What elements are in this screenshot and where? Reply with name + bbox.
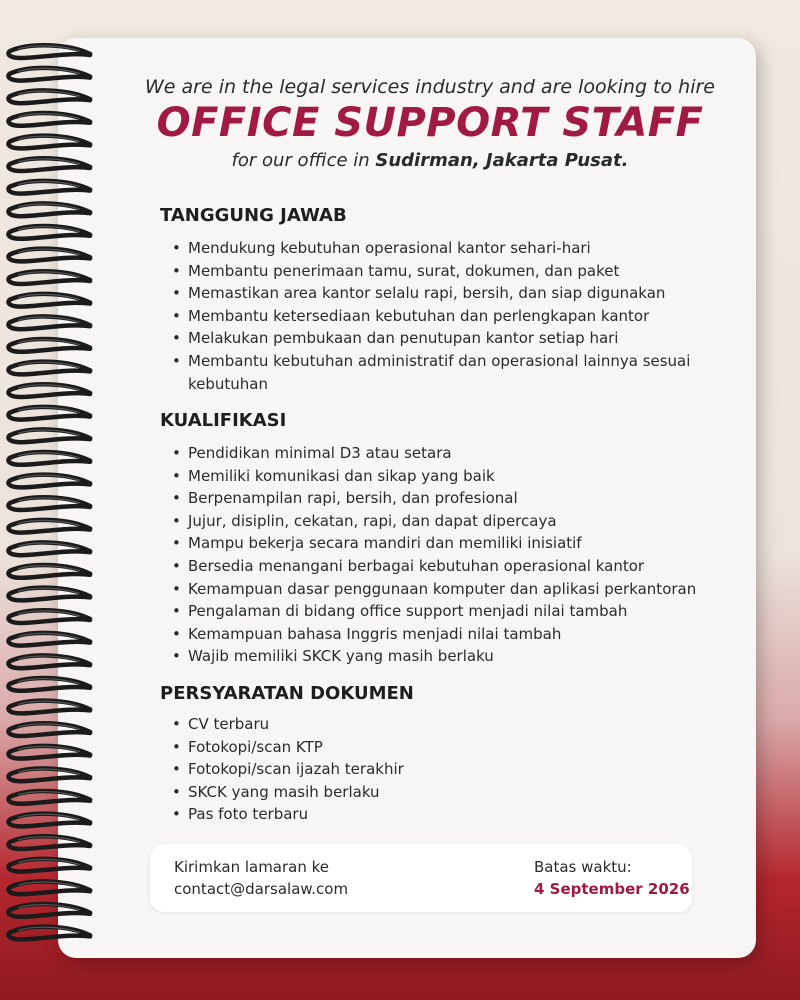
list-item: • Pengalaman di bidang office support menjadi nilai tambah [166, 600, 726, 623]
location-prefix: for our office in [231, 150, 376, 171]
list-item: • Kemampuan bahasa Inggris menjadi nilai tambah [166, 623, 726, 646]
list-item: • Mampu bekerja secara mandiri dan memiliki inisiatif [166, 532, 726, 555]
deadline-info [534, 856, 690, 900]
contact-info [174, 856, 348, 900]
list-item: • Bersedia menangani berbagai kebutuhan operasional kantor [166, 555, 726, 578]
responsibilities-list [166, 237, 726, 395]
section-title-responsibilities: TANGGUNG JAWAB [160, 205, 347, 226]
list-item: • CV terbaru [166, 713, 726, 736]
list-item: • Pas foto terbaru [166, 803, 726, 826]
qualifications-list [166, 442, 726, 668]
list-item: • Fotokopi/scan ijazah terakhir [166, 758, 726, 781]
list-item: • Melakukan pembukaan dan penutupan kantor setiap hari [166, 327, 726, 350]
send-label: Kirimkan lamaran ke [174, 858, 330, 876]
list-item: • Wajib memiliki SKCK yang masih berlaku [166, 645, 726, 668]
list-item: • Memiliki komunikasi dan sikap yang baik [166, 465, 726, 488]
list-item: • Membantu penerimaan tamu, surat, dokumen, dan paket [166, 260, 726, 283]
deadline-date: 4 September 2026 [534, 880, 690, 898]
list-item: • Fotokopi/scan KTP [166, 736, 726, 759]
intro-text: We are in the legal services industry and are looking to hire [145, 76, 715, 98]
location-line [100, 150, 760, 171]
job-title: OFFICE SUPPORT STAFF [156, 100, 704, 146]
deadline-label: Batas waktu: [534, 858, 632, 876]
list-item: • Berpenampilan rapi, bersih, dan profesional [166, 487, 726, 510]
contact-box [150, 844, 692, 912]
list-item: • Membantu ketersediaan kebutuhan dan perlengkapan kantor [166, 305, 726, 328]
documents-list [166, 713, 726, 826]
contact-email[interactable]: contact@darsalaw.com [174, 880, 349, 898]
list-item: • SKCK yang masih berlaku [166, 781, 726, 804]
section-title-qualifications: KUALIFIKASI [160, 410, 287, 431]
list-item: • Pendidikan minimal D3 atau setara [166, 442, 726, 465]
list-item: • Membantu kebutuhan administratif dan operasional lainnya sesuai kebutuhan [166, 350, 726, 395]
list-item: • Jujur, disiplin, cekatan, rapi, dan dapat dipercaya [166, 510, 726, 533]
location-name: Sudirman, Jakarta Pusat. [375, 150, 629, 171]
section-title-documents: PERSYARATAN DOKUMEN [160, 683, 414, 704]
list-item: • Kemampuan dasar penggunaan komputer dan aplikasi perkantoran [166, 578, 726, 601]
list-item: • Memastikan area kantor selalu rapi, bersih, dan siap digunakan [166, 282, 726, 305]
list-item: • Mendukung kebutuhan operasional kantor sehari-hari [166, 237, 726, 260]
